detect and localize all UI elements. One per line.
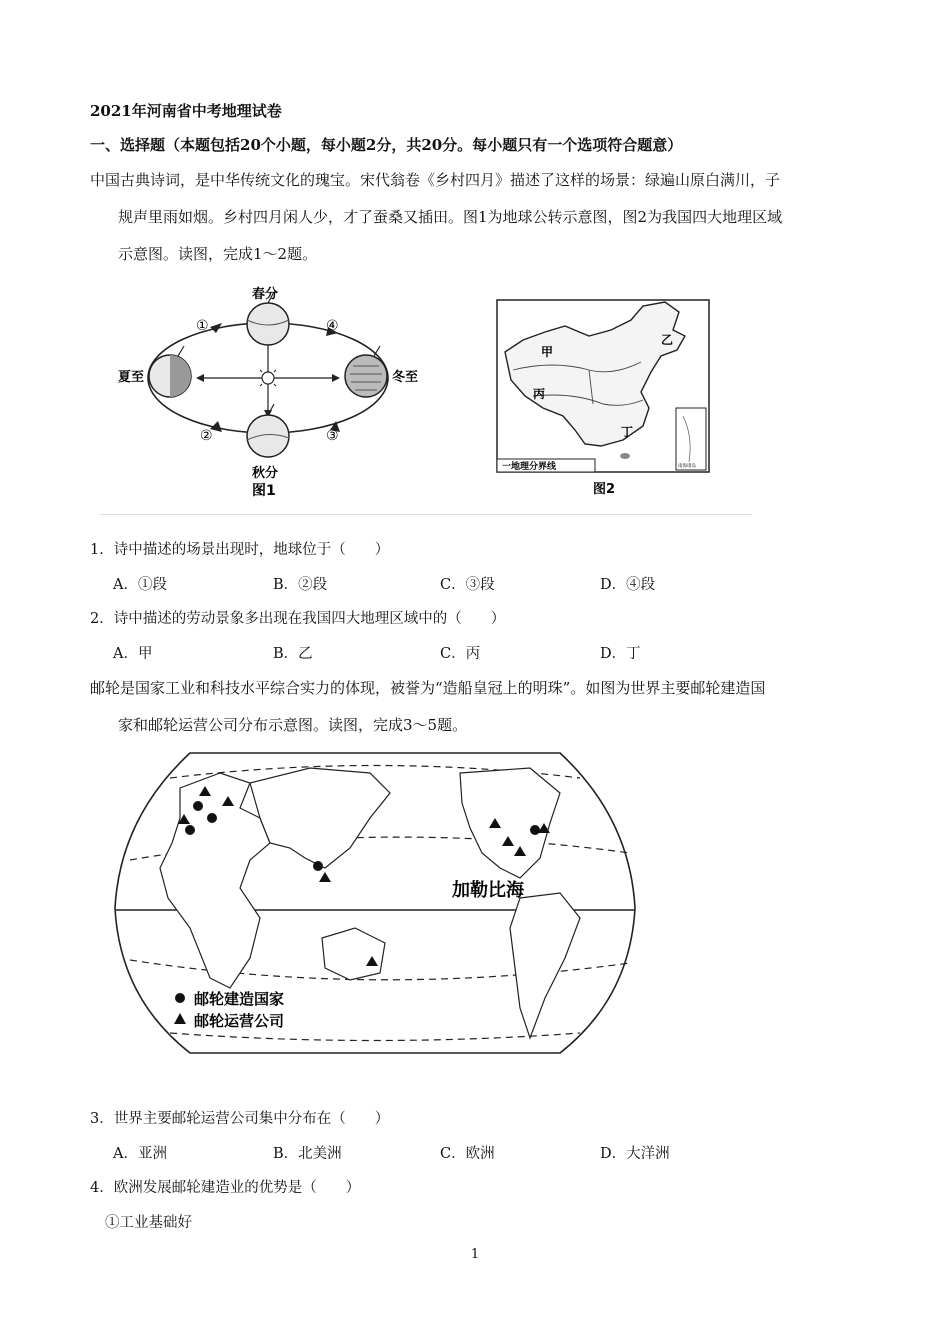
q1-option-b: B．②段 <box>273 577 328 593</box>
shipbuilding-country-marker <box>313 861 323 871</box>
caribbean-sea-label: 加勒比海 <box>452 880 524 901</box>
world-cruise-map <box>110 748 640 1058</box>
question-1: 1．诗中描述的场景出现时，地球位于（ ） <box>90 542 390 558</box>
q3-option-c: C．欧洲 <box>440 1146 495 1162</box>
intro2-line2: 家和邮轮运营公司分布示意图。读图，完成3～5题。 <box>118 716 468 734</box>
fig2-inset-label: 南海诸岛 <box>678 464 696 469</box>
label-autumn: 秋分 <box>252 466 279 481</box>
page-number: 1 <box>470 1247 480 1262</box>
q3-option-b: B．北美洲 <box>273 1146 342 1162</box>
region-bing: 丙 <box>533 387 546 401</box>
q2-option-c: C．丙 <box>440 646 481 662</box>
q2-option-b: B．乙 <box>273 646 313 662</box>
earth-summer-icon <box>149 346 191 397</box>
label-spring: 春分 <box>252 287 279 302</box>
intro2-line1: 邮轮是国家工业和科技水平综合实力的体现，被誉为“造船皇冠上的明珠”。如图为世界主要邮轮建造国 <box>90 679 766 697</box>
intro-passage-2 <box>90 670 880 744</box>
question-3: 3．世界主要邮轮运营公司集中分布在（ ） <box>90 1111 390 1127</box>
earth-winter-icon <box>345 346 387 397</box>
question-2: 2．诗中描述的劳动景象多出现在我国四大地理区域中的（ ） <box>90 611 506 627</box>
q1-option-d: D．④段 <box>600 577 656 593</box>
region-yi: 乙 <box>661 333 674 347</box>
q3-option-a: A．亚洲 <box>113 1146 167 1162</box>
intro1-line2: 规声里雨如烟。乡村四月闲人少，才了蚕桑又插田。图1为地球公转示意图，图2为我国四大地理区域 <box>118 208 783 226</box>
q1-option-c: C．③段 <box>440 577 495 593</box>
section-heading: 一、选择题（本题包括20个小题，每小题2分，共20分。每小题只有一个选项符合题意） <box>90 136 683 154</box>
fig2-legend: 一地理分界线 <box>502 462 557 472</box>
figure-2-caption: 图2 <box>593 482 616 497</box>
q4-item-1: ①工业基础好 <box>105 1215 192 1231</box>
question-4: 4．欧洲发展邮轮建造业的优势是（ ） <box>90 1180 361 1196</box>
q1-option-a: A．①段 <box>113 577 167 593</box>
figure-1-caption: 图1 <box>252 483 276 499</box>
shipbuilding-country-marker <box>207 813 217 823</box>
segment-2: ② <box>200 428 213 444</box>
intro1-line3: 示意图。读图，完成1～2题。 <box>118 245 318 263</box>
q2-option-d: D．丁 <box>600 646 641 662</box>
segment-3: ③ <box>326 428 339 444</box>
region-ding: 丁 <box>621 425 634 439</box>
sun-icon <box>256 366 280 390</box>
figure-1-orbit-diagram <box>100 280 440 505</box>
figure-divider <box>100 514 752 515</box>
legend-build: 邮轮建造国家 <box>194 990 285 1008</box>
legend-operate: 邮轮运营公司 <box>194 1012 285 1030</box>
legend-circle-icon <box>175 993 185 1003</box>
q2-option-a: A．甲 <box>113 646 153 662</box>
shipbuilding-country-marker <box>185 825 195 835</box>
q3-option-d: D．大洋洲 <box>600 1146 670 1162</box>
shipbuilding-country-marker <box>530 825 540 835</box>
intro-passage-1 <box>90 162 880 273</box>
intro1-line1: 中国古典诗词，是中华传统文化的瑰宝。宋代翁卷《乡村四月》描述了这样的场景：绿遍山原白满川，子 <box>90 171 781 189</box>
shipbuilding-country-marker <box>193 801 203 811</box>
segment-4: ④ <box>326 318 339 334</box>
region-jia: 甲 <box>541 345 554 359</box>
segment-1: ① <box>196 318 209 334</box>
figure-2-china-regions-map <box>493 296 718 501</box>
label-summer: 夏至 <box>118 370 145 385</box>
paper-title: 2021年河南省中考地理试卷 <box>90 102 282 120</box>
label-winter: 冬至 <box>392 370 419 385</box>
